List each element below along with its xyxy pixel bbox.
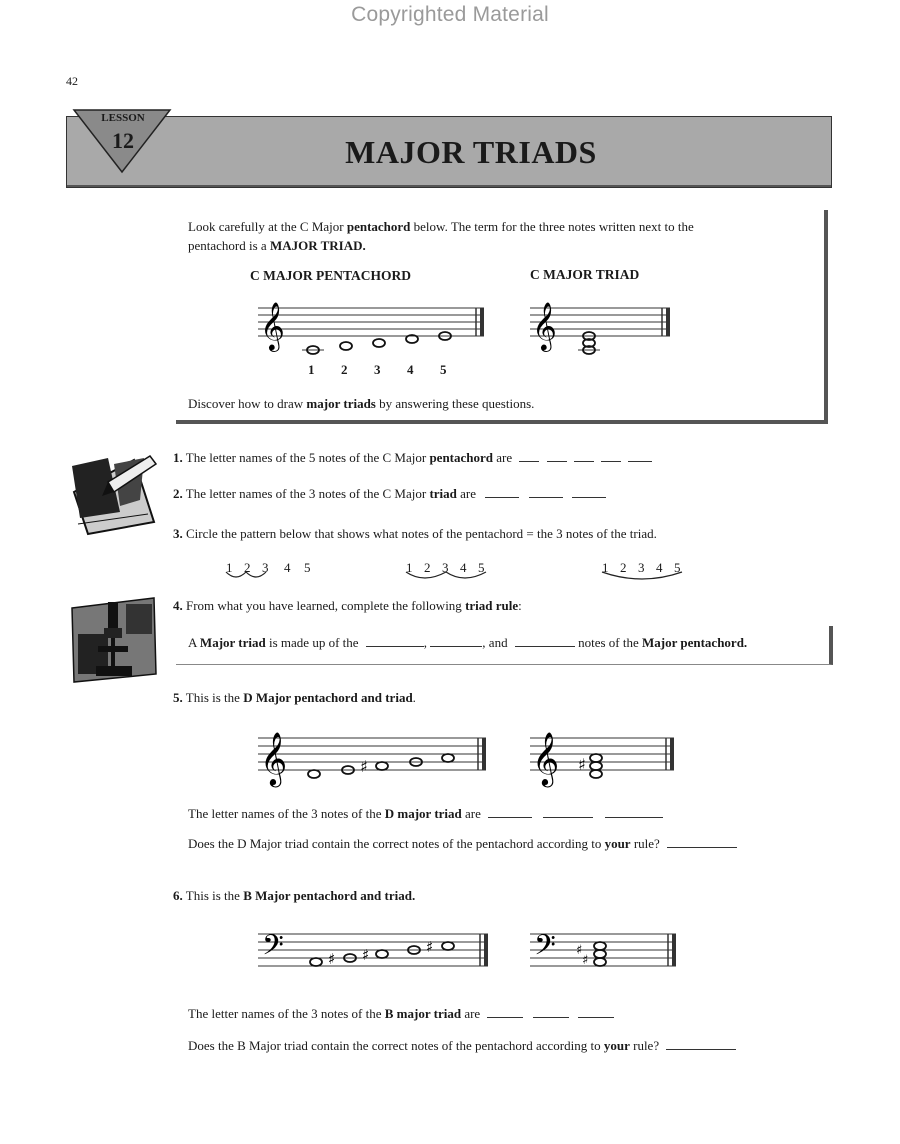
lesson-number: 12 [112,128,134,153]
intro-text: Look carefully at the C Major [188,219,347,234]
question-text: This is the [185,888,244,903]
q6-line-1 [188,1004,614,1024]
question-number: 4. [173,598,183,613]
bass-clef-icon: 𝄢 [262,930,284,969]
sharp-icon: ♯ [576,943,583,958]
answer-blank[interactable] [628,449,652,462]
question-text: The letter names of the 3 notes of the [188,1006,385,1021]
answer-blank[interactable] [666,1037,736,1050]
sharp-icon: ♯ [328,950,336,968]
question-text: : [518,598,522,613]
answer-blank[interactable] [605,805,663,818]
sharp-icon: ♯ [362,946,370,964]
rule-text: , and [482,635,508,650]
pattern-digit: 2 [424,560,431,575]
treble-clef-icon: 𝄞 [260,301,285,350]
rule-text: notes of the [578,635,642,650]
slur-mark [222,568,282,584]
question-text: The letter names of the 5 notes of the C Major [185,450,430,465]
question-text: Does the D Major triad contain the correct notes of the pentachord according to [188,836,605,851]
question-text: rule? [629,1038,660,1053]
pattern-digit: 3 [638,560,645,575]
pattern-digit: 3 [442,560,449,575]
sharp-icon: ♯ [426,938,434,956]
pattern-digit: 4 [656,560,663,575]
question-text: are [461,1006,481,1021]
question-text: Circle the pattern below that shows what notes of the pentachord = the 3 notes of the triad. [186,526,657,541]
discover-line [188,394,534,414]
pattern-digit: 4 [460,560,467,575]
question-text: This is the [185,690,244,705]
question-text: rule? [630,836,660,851]
intro-line-2 [188,236,366,256]
rule-bold: Major pentachord. [641,635,748,650]
question-bold: B major triad [384,1006,462,1021]
question-text: are [461,806,481,821]
answer-blank[interactable] [533,1005,569,1018]
question-text: The letter names of the 3 notes of the [188,806,385,821]
answer-blank[interactable] [487,1005,523,1018]
intro-line-1 [188,217,694,237]
discover-text: Discover how to draw [188,396,307,411]
intro-bold: MAJOR TRIAD. [269,238,366,253]
pattern-digit: 5 [478,560,485,575]
triad-label: C MAJOR TRIAD [530,267,640,282]
question-number: 5. [173,690,183,705]
question-4 [173,596,522,616]
triad-rule-line: A Major triad is made up of the , , and notes of the Major pentachord. [188,635,748,650]
question-bold: your [603,1038,630,1053]
degree-number: 2 [341,362,348,377]
b-major-pentachord-staff [258,930,492,974]
question-number: 2. [173,486,183,501]
answer-blank[interactable] [430,634,482,647]
question-number: 6. [173,888,183,903]
bass-clef-icon: 𝄢 [534,930,556,969]
answer-blank[interactable] [515,634,575,647]
answer-blank[interactable] [519,449,539,462]
question-bold: triad rule [465,598,519,613]
degree-number: 1 [308,362,315,377]
question-5: 5. This is the D Major pentachord and triad. [173,690,416,705]
question-bold: triad [429,486,457,501]
lesson-label: LESSON [101,112,145,124]
sharp-icon: ♯ [582,953,589,968]
question-number: 3. [173,526,183,541]
sharp-icon: ♯ [578,755,586,774]
question-text: are [493,450,513,465]
answer-blank[interactable] [574,449,594,462]
answer-blank[interactable] [601,449,621,462]
pattern-digit: 1 [406,560,413,575]
copyright-watermark: Copyrighted Material [351,3,549,26]
question-bold: D Major pentachord and triad [243,690,413,705]
degree-number: 3 [374,362,381,377]
page-number: 42 [66,74,78,88]
pattern-digit: 3 [262,560,269,575]
question-1 [173,448,652,468]
pattern-digit: 2 [620,560,627,575]
treble-clef-icon: 𝄞 [532,301,557,350]
answer-blank[interactable] [578,1005,614,1018]
intro-bold: pentachord [346,219,411,234]
answer-blank[interactable] [366,634,424,647]
d-major-triad-staff [530,730,680,790]
intro-text: pentachord is a [188,238,270,253]
c-major-pentachord-staff [258,300,488,360]
pattern-digit: 1 [602,560,609,575]
pattern-digit: 5 [304,560,311,575]
pattern-digit: 2 [244,560,251,575]
pattern-digit: 5 [674,560,681,575]
rule-text: A [188,635,200,650]
answer-blank[interactable] [667,835,737,848]
page-title: MAJOR TRIADS [345,134,597,170]
answer-blank[interactable] [485,485,519,498]
question-number: 1. [173,450,183,465]
slur-mark [402,568,502,584]
question-bold: D major triad [384,806,462,821]
answer-blank[interactable] [543,805,593,818]
answer-blank[interactable] [547,449,567,462]
answer-blank[interactable] [572,485,606,498]
question-6 [173,886,415,906]
rule-text: is made up of the [265,635,359,650]
pencil-paper-icon [68,452,160,536]
discover-text: by answering these questions. [375,396,535,411]
question-text: The letter names of the 3 notes of the C Major [185,486,430,501]
pattern-digit: 1 [226,560,233,575]
treble-clef-icon: 𝄞 [260,731,288,785]
microscope-icon [68,594,160,686]
question-bold: B Major pentachord and triad. [243,888,416,903]
q6-line-2 [188,1036,736,1056]
pattern-digit: 4 [284,560,291,575]
question-bold: your [604,836,631,851]
question-text: are [456,486,477,501]
c-major-triad-staff [530,300,675,360]
d-major-pentachord-staff [258,730,490,790]
question-2 [173,484,606,504]
degree-number: 5 [440,362,447,377]
intro-text: below. The term for the three notes written next to the [410,219,694,234]
q5-line-1 [188,804,663,824]
discover-bold: major triads [306,396,376,411]
b-major-triad-staff [530,930,680,974]
question-text: Does the B Major triad contain the correct notes of the pentachord according to [188,1038,604,1053]
question-text: From what you have learned, complete the following [186,598,466,613]
pentachord-label: C MAJOR PENTACHORD [250,268,411,283]
degree-number: 4 [407,362,414,377]
slur-mark [598,568,698,584]
sharp-icon: ♯ [360,757,368,776]
answer-blank[interactable] [529,485,563,498]
question-bold: pentachord [429,450,494,465]
q5-line-2 [188,834,737,854]
treble-clef-icon: 𝄞 [532,731,560,785]
rule-bold: Major triad [199,635,266,650]
question-3 [173,524,657,544]
answer-blank[interactable] [488,805,532,818]
